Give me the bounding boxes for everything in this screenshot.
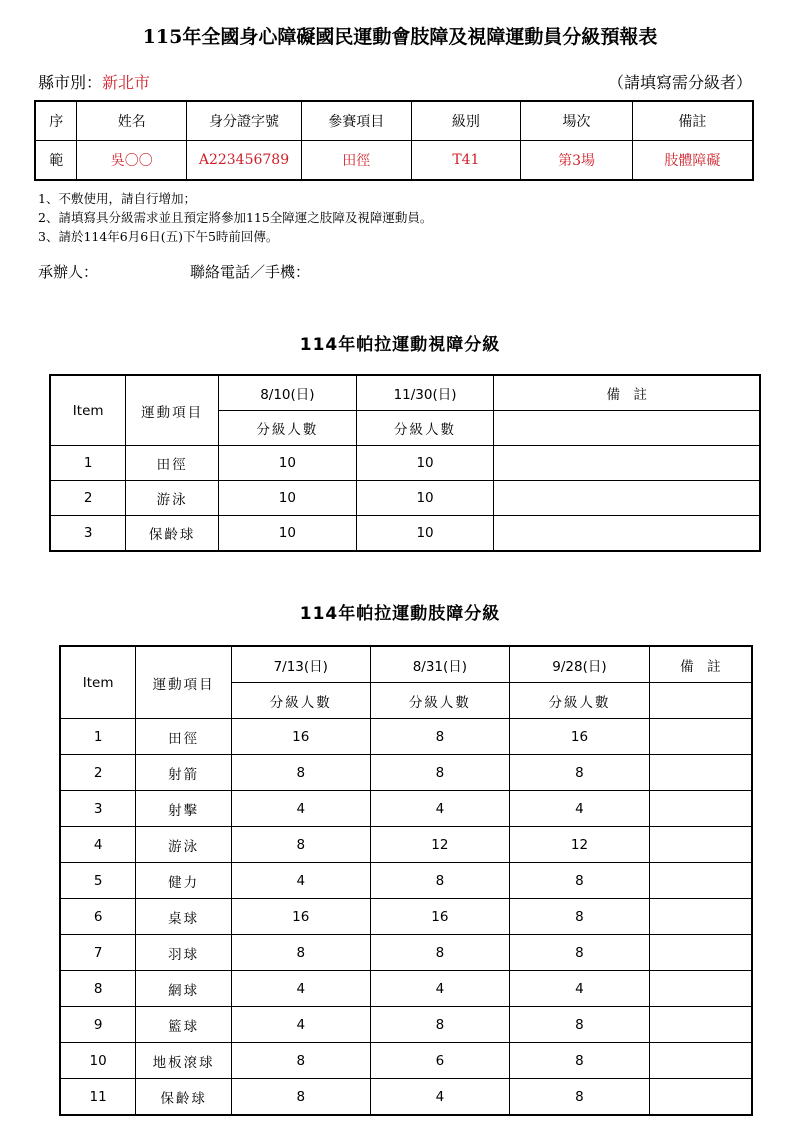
table-row xyxy=(60,935,752,971)
col-item-header: Item xyxy=(50,375,126,446)
note-item: 1、不敷使用，請自行增加； xyxy=(38,191,196,206)
count-cell: 12 xyxy=(370,827,510,863)
sport-cell: 保齡球 xyxy=(126,516,219,552)
county-field xyxy=(38,70,150,93)
contact-line xyxy=(38,261,310,282)
count-cell: 8 xyxy=(370,935,510,971)
col-sport-header: 運動項目 xyxy=(126,375,219,446)
header-cell: 備註 xyxy=(632,101,753,141)
example-cell[interactable]: 肢體障礙 xyxy=(632,141,753,181)
date-header: 11/30(日) xyxy=(356,375,494,411)
header-cell: 序 xyxy=(35,101,77,141)
count-cell: 10 xyxy=(356,516,494,552)
remark-cell[interactable] xyxy=(649,827,752,863)
item-cell: 1 xyxy=(50,446,126,481)
document-title: 115年全國身心障礙國民運動會肢障及視障運動員分級預報表 xyxy=(142,26,658,48)
example-cell[interactable]: 第3場 xyxy=(521,141,633,181)
count-subheader: 分級人數 xyxy=(356,411,494,446)
count-cell: 8 xyxy=(370,719,510,755)
table-row xyxy=(60,899,752,935)
count-cell: 10 xyxy=(219,446,357,481)
count-cell: 8 xyxy=(231,1079,370,1116)
item-cell: 8 xyxy=(60,971,136,1007)
remark-cell[interactable] xyxy=(649,863,752,899)
note-item: 3、請於114年6月6日(五)下午5時前回傳。 xyxy=(38,229,279,244)
remark-cell[interactable] xyxy=(494,446,760,481)
header-cell: 場次 xyxy=(521,101,633,141)
count-cell: 12 xyxy=(510,827,650,863)
item-cell: 3 xyxy=(50,516,126,552)
count-cell: 16 xyxy=(231,899,370,935)
count-cell: 8 xyxy=(231,755,370,791)
item-cell: 10 xyxy=(60,1043,136,1079)
handler-label: 承辦人： xyxy=(38,263,99,281)
item-cell: 4 xyxy=(60,827,136,863)
table-row xyxy=(50,446,760,481)
item-cell: 7 xyxy=(60,935,136,971)
table-row xyxy=(60,1007,752,1043)
notes-list xyxy=(38,189,432,246)
item-cell: 1 xyxy=(60,719,136,755)
count-cell: 4 xyxy=(231,971,370,1007)
count-cell: 8 xyxy=(510,935,650,971)
remark-cell[interactable] xyxy=(494,481,760,516)
item-cell: 3 xyxy=(60,791,136,827)
remark-cell[interactable] xyxy=(649,719,752,755)
header-cell: 身分證字號 xyxy=(187,101,302,141)
count-cell: 10 xyxy=(356,481,494,516)
header-cell: 參賽項目 xyxy=(301,101,411,141)
fill-note: （請填寫需分級者） xyxy=(607,73,752,92)
physical-section-title: 114年帕拉運動肢障分級 xyxy=(299,604,501,624)
sport-cell: 游泳 xyxy=(126,481,219,516)
sport-cell: 游泳 xyxy=(136,827,232,863)
count-cell: 8 xyxy=(370,755,510,791)
count-subheader: 分級人數 xyxy=(219,411,357,446)
header-cell: 姓名 xyxy=(77,101,187,141)
table-row xyxy=(50,516,760,552)
item-cell: 6 xyxy=(60,899,136,935)
count-cell: 8 xyxy=(231,827,370,863)
count-cell: 8 xyxy=(370,1007,510,1043)
date-header: 8/31(日) xyxy=(370,646,510,683)
count-cell: 16 xyxy=(370,899,510,935)
remark-header: 備 註 xyxy=(649,646,752,683)
remark-cell[interactable] xyxy=(494,516,760,552)
table-row xyxy=(50,481,760,516)
table-row xyxy=(60,971,752,1007)
sport-cell: 羽球 xyxy=(136,935,232,971)
remark-cell[interactable] xyxy=(649,791,752,827)
sport-cell: 保齡球 xyxy=(136,1079,232,1116)
count-cell: 4 xyxy=(231,863,370,899)
table-row xyxy=(60,863,752,899)
count-cell: 8 xyxy=(370,863,510,899)
date-header: 9/28(日) xyxy=(510,646,650,683)
count-cell: 8 xyxy=(510,1043,650,1079)
count-cell: 8 xyxy=(510,755,650,791)
registration-header-row xyxy=(35,101,753,141)
count-cell: 10 xyxy=(219,516,357,552)
remark-cell[interactable] xyxy=(494,411,760,446)
item-cell: 2 xyxy=(60,755,136,791)
table-row xyxy=(60,791,752,827)
sport-cell: 射箭 xyxy=(136,755,232,791)
count-subheader: 分級人數 xyxy=(370,683,510,719)
count-cell: 16 xyxy=(510,719,650,755)
count-cell: 16 xyxy=(231,719,370,755)
date-header: 8/10(日) xyxy=(219,375,357,411)
visual-schedule-table xyxy=(49,374,761,552)
item-cell: 9 xyxy=(60,1007,136,1043)
sport-cell: 地板滾球 xyxy=(136,1043,232,1079)
sport-cell: 桌球 xyxy=(136,899,232,935)
col-sport-header: 運動項目 xyxy=(136,646,232,719)
sport-cell: 健力 xyxy=(136,863,232,899)
visual-section-title: 114年帕拉運動視障分級 xyxy=(299,335,501,355)
col-item-header: Item xyxy=(60,646,136,719)
count-cell: 4 xyxy=(510,791,650,827)
table-row xyxy=(60,1079,752,1116)
note-item: 2、請填寫具分級需求並且預定將參加115全障運之肢障及視障運動員。 xyxy=(38,210,433,225)
remark-cell[interactable] xyxy=(649,971,752,1007)
example-cell[interactable]: 吳〇〇 xyxy=(77,141,187,181)
header-cell: 級別 xyxy=(411,101,521,141)
item-cell: 2 xyxy=(50,481,126,516)
table-row xyxy=(60,719,752,755)
remark-cell[interactable] xyxy=(649,1043,752,1079)
physical-schedule-table xyxy=(59,645,753,1116)
phone-label: 聯絡電話／手機： xyxy=(190,263,311,281)
count-cell: 10 xyxy=(219,481,357,516)
count-cell: 10 xyxy=(356,446,494,481)
example-cell[interactable]: A223456789 xyxy=(187,141,302,181)
sport-cell: 網球 xyxy=(136,971,232,1007)
count-cell: 4 xyxy=(370,971,510,1007)
county-value[interactable]: 新北市 xyxy=(102,73,151,92)
registration-table xyxy=(34,100,754,181)
table-header-row xyxy=(60,646,752,683)
count-cell: 4 xyxy=(370,1079,510,1116)
count-cell: 8 xyxy=(231,1043,370,1079)
remark-cell[interactable] xyxy=(649,1007,752,1043)
item-cell: 11 xyxy=(60,1079,136,1116)
table-row xyxy=(60,827,752,863)
remark-cell[interactable] xyxy=(649,755,752,791)
sport-cell: 射擊 xyxy=(136,791,232,827)
sport-cell: 田徑 xyxy=(136,719,232,755)
remark-cell[interactable] xyxy=(649,1079,752,1116)
example-cell[interactable]: 田徑 xyxy=(301,141,411,181)
sport-cell: 田徑 xyxy=(126,446,219,481)
example-cell[interactable]: T41 xyxy=(411,141,521,181)
date-header: 7/13(日) xyxy=(231,646,370,683)
remark-cell[interactable] xyxy=(649,683,752,719)
item-cell: 5 xyxy=(60,863,136,899)
county-label: 縣市別： xyxy=(38,73,103,92)
count-cell: 6 xyxy=(370,1043,510,1079)
remark-header: 備 註 xyxy=(494,375,760,411)
count-cell: 8 xyxy=(510,1079,650,1116)
count-cell: 4 xyxy=(231,1007,370,1043)
table-row xyxy=(60,1043,752,1079)
remark-cell[interactable] xyxy=(649,935,752,971)
count-cell: 8 xyxy=(510,863,650,899)
sport-cell: 籃球 xyxy=(136,1007,232,1043)
remark-cell[interactable] xyxy=(649,899,752,935)
count-cell: 4 xyxy=(231,791,370,827)
table-header-row xyxy=(50,375,760,411)
table-row xyxy=(60,755,752,791)
count-cell: 8 xyxy=(510,1007,650,1043)
count-cell: 8 xyxy=(510,899,650,935)
count-cell: 4 xyxy=(510,971,650,1007)
count-subheader: 分級人數 xyxy=(231,683,370,719)
count-subheader: 分級人數 xyxy=(510,683,650,719)
example-cell: 範 xyxy=(35,141,77,181)
count-cell: 8 xyxy=(231,935,370,971)
example-row xyxy=(35,141,753,181)
count-cell: 4 xyxy=(370,791,510,827)
